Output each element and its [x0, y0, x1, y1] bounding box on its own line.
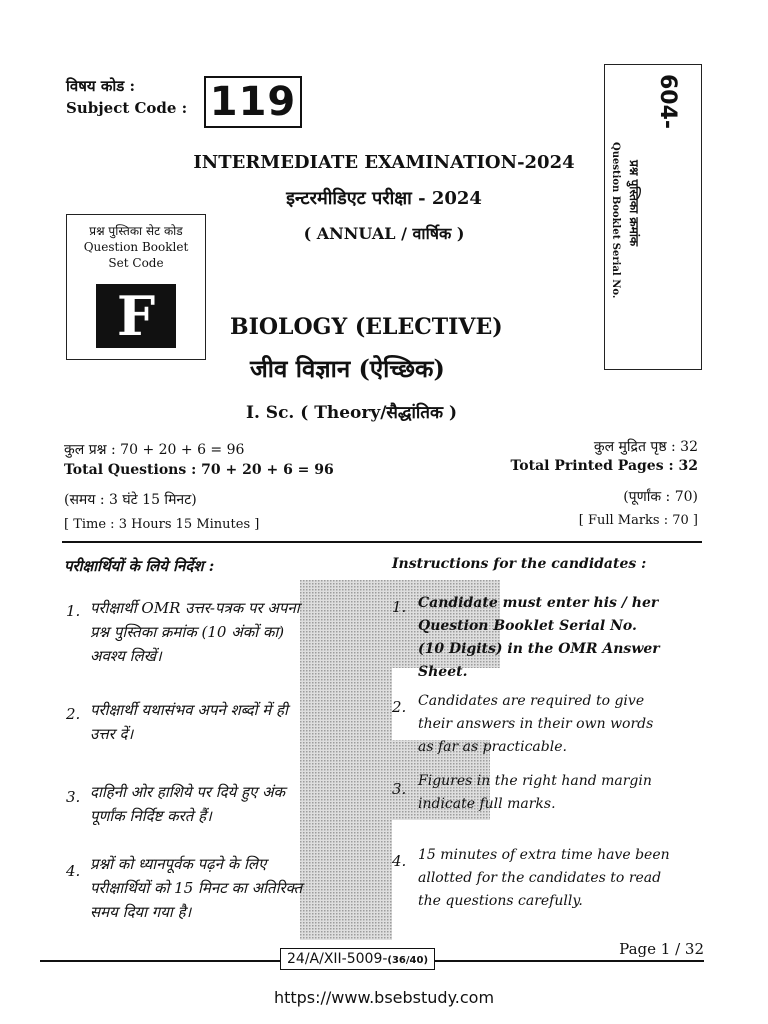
page-number: Page 1 / 32 [619, 940, 704, 958]
total-questions-hindi: कुल प्रश्न : 70 + 20 + 6 = 96 [64, 442, 245, 458]
instruction-hindi-1: परीक्षार्थी OMR उत्तर-पत्रक पर अपना प्रश्न पुस्तिका क्रमांक (10 अंकों का) अवश्य लिखें। [90, 599, 300, 665]
stream-label: I. Sc. ( Theory/सैद्धांतिक ) [246, 403, 458, 423]
full-marks: [ Full Marks : 70 ] [578, 513, 698, 528]
instruction-hindi-4: प्रश्नों को ध्यानपूर्वक पढ़ने के लिए परीक्षार्थियों को 15 मिनट का अतिरिक्त समय दिया गया है। [90, 855, 303, 921]
total-pages: Total Printed Pages : 32 [510, 458, 698, 474]
instruction-number: 2. [392, 698, 407, 716]
set-code-letter: F [96, 284, 176, 348]
instruction-english-2: Candidates are required to give their answers in their own words as far as practicable. [418, 693, 654, 755]
instruction-hindi-2: परीक्षार्थी यथासंभव अपने शब्दों में ही उत्तर दें। [90, 701, 288, 743]
set-code-label-line1: Question Booklet [83, 240, 189, 254]
total-pages-hindi: कुल मुद्रित पृष्ठ : 32 [593, 439, 698, 455]
instruction-hindi-3: दाहिनी ओर हाशिये पर दिये हुए अंक पूर्णांक निर्दिष्ट करते हैं। [90, 783, 286, 825]
instruction-number: 4. [392, 852, 407, 870]
full-marks-hindi: (पूर्णांक : 70) [623, 489, 698, 505]
set-code-label-line2: Set Code [108, 256, 164, 270]
serial-label-hindi: प्रश्न पुस्तिका क्रमांक [627, 160, 641, 247]
instructions-heading-hindi: परीक्षार्थियों के लिये निर्देश : [64, 557, 215, 575]
time: [ Time : 3 Hours 15 Minutes ] [64, 517, 260, 532]
exam-title-hindi: इन्टरमीडिएट परीक्षा - 2024 [286, 188, 482, 209]
website-link[interactable]: https://www.bsebstudy.com [273, 988, 495, 1007]
instruction-english-1: Candidate must enter his / her Question Booklet Serial No. (10 Digits) in the OMR Answer Sheet. [418, 595, 660, 680]
divider [62, 541, 702, 543]
exam-type: ( ANNUAL / वार्षिक ) [303, 224, 465, 243]
paper-code: 24/A/XII-5009-(36/40) [280, 948, 435, 970]
set-code-label-hindi: प्रश्न पुस्तिका सेट कोड [89, 224, 183, 238]
instruction-number: 1. [66, 602, 81, 620]
subject-name: BIOLOGY (ELECTIVE) [230, 314, 503, 340]
subject-code-label-hindi: विषय कोड : [66, 77, 136, 95]
serial-number: 604- [655, 74, 680, 130]
instruction-number: 1. [392, 598, 407, 616]
total-questions: Total Questions : 70 + 20 + 6 = 96 [64, 462, 334, 478]
instruction-number: 4. [66, 862, 81, 880]
time-hindi: (समय : 3 घंटे 15 मिनट) [64, 492, 197, 508]
instruction-number: 2. [66, 705, 81, 723]
instruction-english-4: 15 minutes of extra time have been allotted for the candidates to read the questions carefully. [418, 847, 670, 909]
subject-code-value: 119 [204, 76, 302, 128]
instruction-number: 3. [66, 788, 81, 806]
instructions-heading: Instructions for the candidates : [392, 556, 647, 572]
subject-code-label: Subject Code : [66, 99, 188, 117]
instruction-number: 3. [392, 780, 407, 798]
serial-label: Question Booklet Serial No. [610, 142, 621, 299]
instruction-english-3: Figures in the right hand margin indicate full marks. [418, 773, 652, 812]
exam-title: INTERMEDIATE EXAMINATION-2024 [193, 152, 575, 173]
subject-name-hindi: जीव विज्ञान (ऐच्छिक) [250, 354, 445, 383]
